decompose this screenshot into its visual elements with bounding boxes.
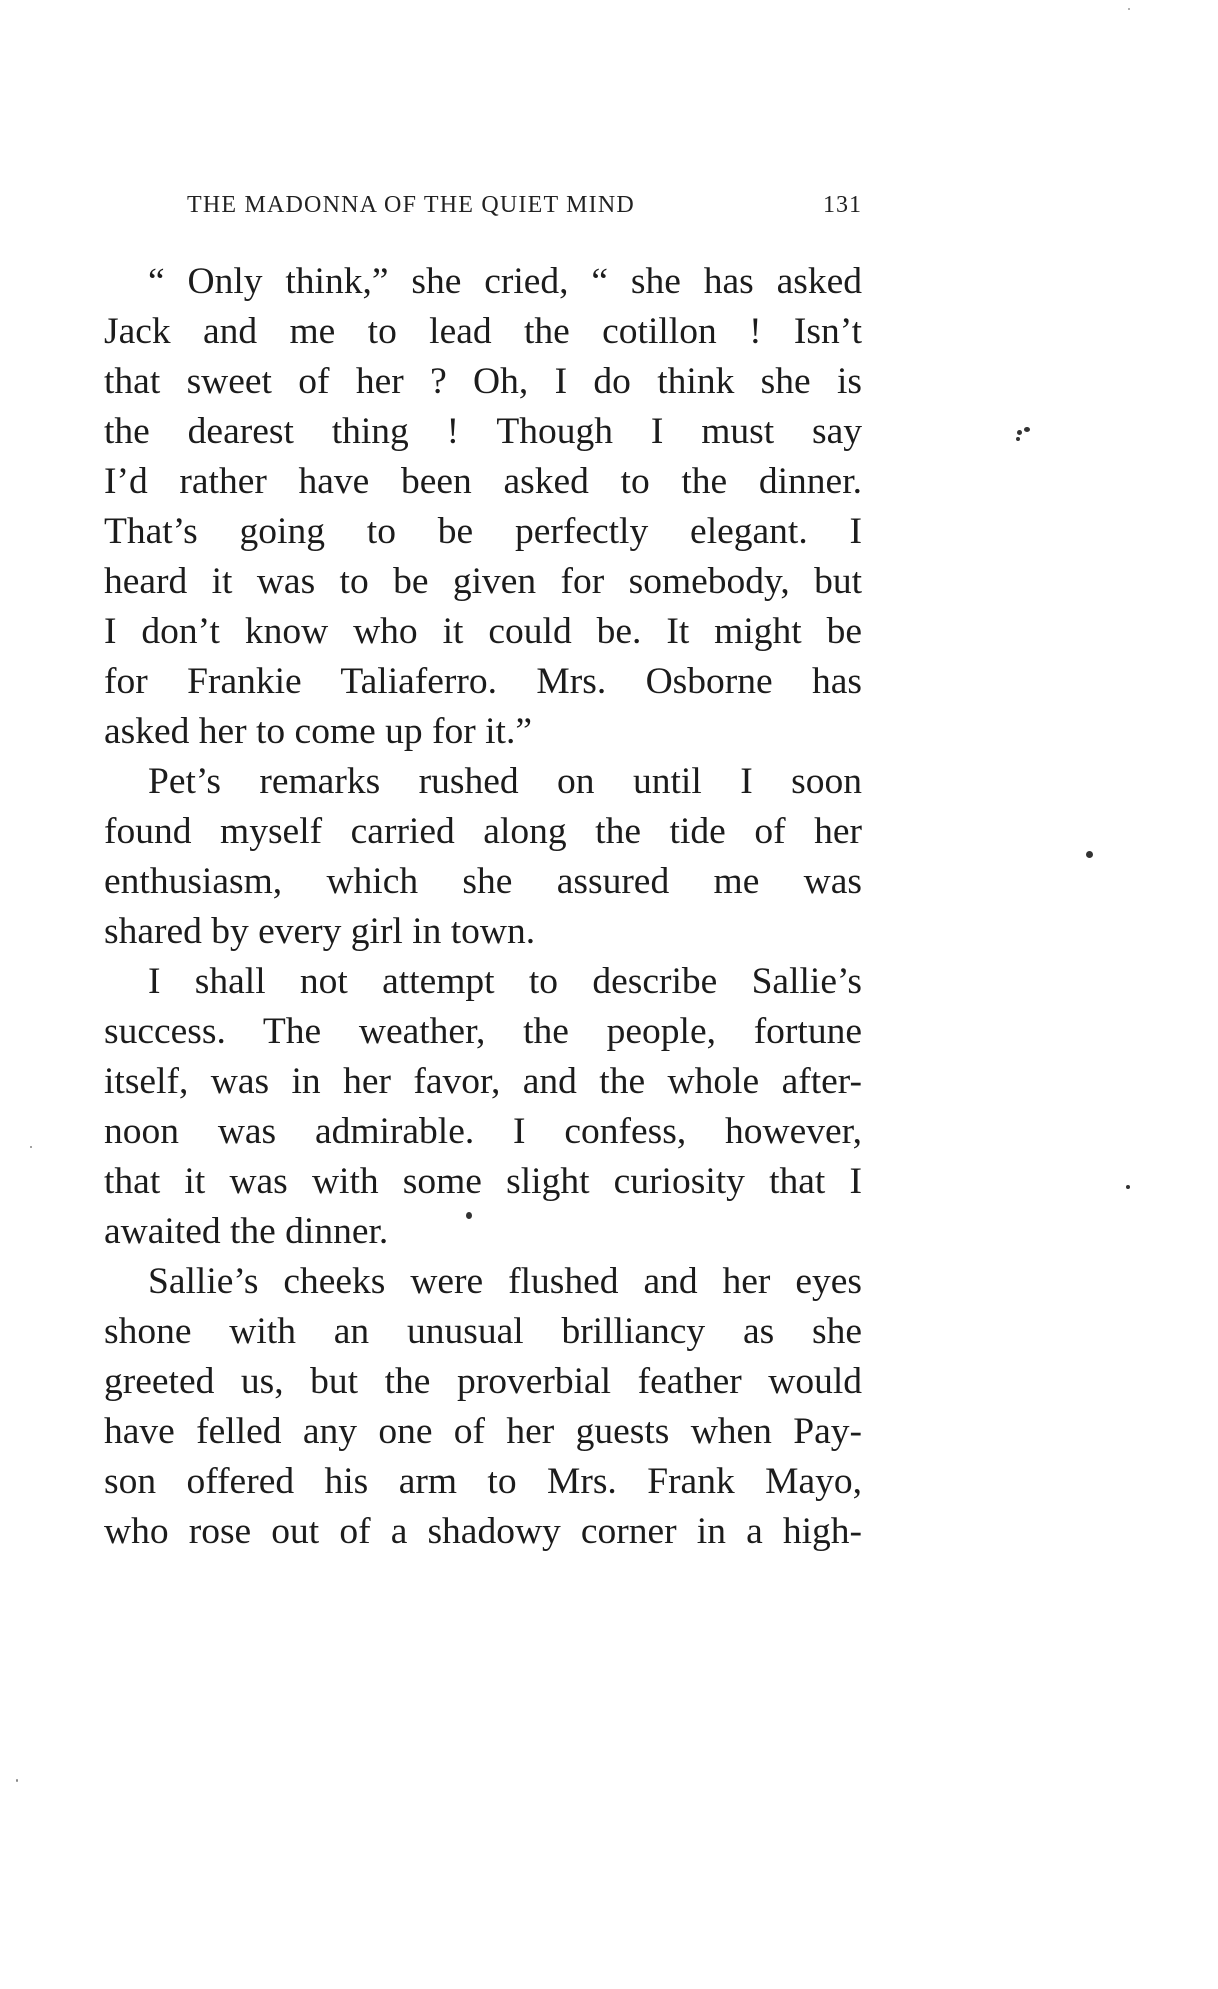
text-line: that sweet of her ? Oh, I do think she is (104, 361, 862, 402)
text-line: Pet’s remarks rushed on until I soon (148, 761, 862, 802)
ink-speck (1016, 437, 1020, 441)
text-line: Sallie’s cheeks were flushed and her eyes (148, 1261, 862, 1302)
body-text (104, 257, 862, 1557)
text-line: the dearest thing ! Though I must say (104, 411, 862, 452)
text-line: heard it was to be given for somebody, but (104, 561, 862, 602)
text-line: greeted us, but the proverbial feather would (104, 1361, 862, 1402)
ink-speck (1024, 427, 1030, 432)
ink-speck (30, 1146, 32, 1148)
ink-speck (1017, 430, 1022, 435)
text-line: asked her to come up for it.” (104, 711, 532, 752)
text-line: for Frankie Taliaferro. Mrs. Osborne has (104, 661, 862, 702)
text-line: I’d rather have been asked to the dinner. (104, 461, 862, 502)
text-line: I don’t know who it could be. It might be (104, 611, 862, 652)
ink-speck (466, 1212, 472, 1219)
page-number: 131 (823, 192, 862, 218)
running-head (187, 192, 862, 226)
text-line: shared by every girl in town. (104, 911, 536, 952)
text-line: I shall not attempt to describe Sallie’s (148, 961, 862, 1002)
text-line: shone with an unusual brilliancy as she (104, 1311, 862, 1352)
ink-speck (16, 1779, 18, 1782)
running-title: THE MADONNA OF THE QUIET MIND (187, 192, 635, 218)
text-line: enthusiasm, which she assured me was (104, 861, 862, 902)
text-line: awaited the dinner. (104, 1211, 389, 1252)
text-line: That’s going to be perfectly elegant. I (104, 511, 862, 552)
text-line: itself, was in her favor, and the whole after- (104, 1061, 862, 1102)
text-line: noon was admirable. I confess, however, (104, 1111, 862, 1152)
ink-speck (1128, 8, 1130, 10)
text-line: have felled any one of her guests when Pay- (104, 1411, 862, 1452)
ink-speck (1126, 1185, 1130, 1189)
ink-speck (1086, 851, 1093, 858)
text-line: who rose out of a shadowy corner in a high- (104, 1511, 862, 1552)
text-line: success. The weather, the people, fortune (104, 1011, 862, 1052)
text-line: found myself carried along the tide of her (104, 811, 862, 852)
text-line: that it was with some slight curiosity that I (104, 1161, 862, 1202)
text-line: son offered his arm to Mrs. Frank Mayo, (104, 1461, 862, 1502)
text-line: Jack and me to lead the cotillon ! Isn’t (104, 311, 862, 352)
text-line: “ Only think,” she cried, “ she has asked (148, 261, 862, 302)
